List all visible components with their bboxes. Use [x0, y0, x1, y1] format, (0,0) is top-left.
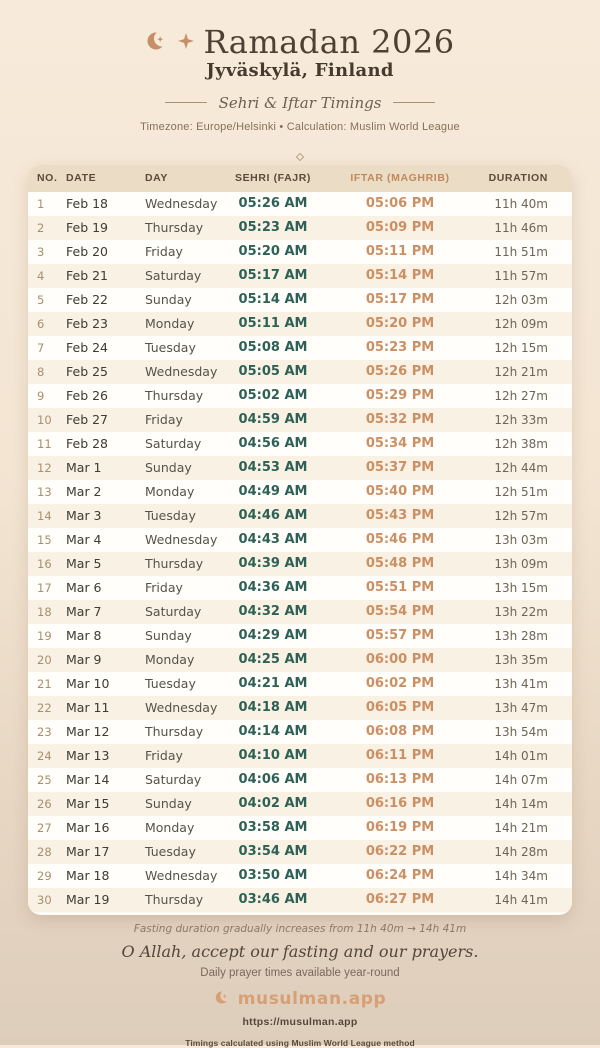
day-cell: Tuesday — [145, 340, 196, 356]
iftar-time-cell: 05:23 PM — [365, 340, 435, 356]
iftar-time-cell: 05:46 PM — [365, 532, 435, 548]
row-number-cell: 13 — [37, 484, 52, 499]
day-cell: Sunday — [145, 292, 192, 308]
table-row — [28, 240, 572, 264]
table-header-row — [28, 165, 572, 192]
row-number-cell: 7 — [37, 340, 45, 355]
timings-table-body — [28, 192, 572, 912]
date-cell: Mar 13 — [66, 748, 110, 764]
sehri-time-cell: 03:58 AM — [238, 820, 308, 836]
row-number-cell: 18 — [37, 604, 52, 619]
table-row — [28, 384, 572, 408]
table-row — [28, 792, 572, 816]
sehri-time-cell: 03:46 AM — [238, 892, 308, 908]
duration-cell: 12h 27m — [494, 388, 548, 403]
sehri-time-cell: 04:43 AM — [238, 532, 308, 548]
decor-line-right — [393, 102, 435, 103]
row-number-cell: 12 — [37, 460, 52, 475]
table-row — [28, 696, 572, 720]
date-cell: Feb 24 — [66, 340, 109, 356]
date-cell: Feb 25 — [66, 364, 109, 380]
sehri-time-cell: 04:10 AM — [238, 748, 308, 764]
day-cell: Sunday — [145, 628, 192, 644]
row-number-cell: 2 — [37, 220, 45, 235]
duration-cell: 14h 28m — [494, 844, 548, 859]
sehri-time-cell: 05:08 AM — [238, 340, 308, 356]
date-cell: Mar 10 — [66, 676, 110, 692]
sehri-time-cell: 03:54 AM — [238, 844, 308, 860]
date-cell: Feb 23 — [66, 316, 109, 332]
duration-cell: 13h 09m — [494, 556, 548, 571]
duration-cell: 12h 44m — [494, 460, 548, 475]
day-cell: Thursday — [145, 388, 204, 404]
four-pointed-star-icon — [178, 33, 194, 53]
timings-table-card — [28, 165, 572, 915]
duration-cell: 14h 07m — [494, 772, 548, 787]
iftar-time-cell: 06:16 PM — [365, 796, 435, 812]
row-number-cell: 25 — [37, 772, 52, 787]
table-row — [28, 888, 572, 912]
row-number-cell: 17 — [37, 580, 52, 595]
duration-cell: 13h 03m — [494, 532, 548, 547]
sehri-time-cell: 04:14 AM — [238, 724, 308, 740]
day-cell: Friday — [145, 748, 183, 764]
row-number-cell: 10 — [37, 412, 52, 427]
date-cell: Feb 18 — [66, 196, 109, 212]
duration-cell: 11h 46m — [494, 220, 548, 235]
calculation-method-note: Timings calculated using Muslim World League method — [185, 1037, 415, 1048]
page-footer — [0, 923, 600, 1048]
date-cell: Mar 11 — [66, 700, 110, 716]
row-number-cell: 4 — [37, 268, 45, 283]
table-row — [28, 672, 572, 696]
day-cell: Thursday — [145, 556, 204, 572]
duration-cell: 13h 47m — [494, 700, 548, 715]
duration-cell: 13h 41m — [494, 676, 548, 691]
date-cell: Mar 18 — [66, 868, 110, 884]
table-row — [28, 576, 572, 600]
row-number-cell: 19 — [37, 628, 52, 643]
duration-cell: 11h 57m — [494, 268, 548, 283]
row-number-cell: 6 — [37, 316, 45, 331]
row-number-cell: 22 — [37, 700, 52, 715]
title-row — [0, 23, 600, 61]
day-cell: Monday — [145, 484, 195, 500]
page-header — [0, 0, 600, 155]
table-row — [28, 360, 572, 384]
row-number-cell: 24 — [37, 748, 52, 763]
iftar-time-cell: 05:48 PM — [365, 556, 435, 572]
brand-row[interactable] — [0, 989, 600, 1010]
table-row — [28, 456, 572, 480]
availability-note: Daily prayer times available year-round — [200, 966, 400, 979]
duration-cell: 11h 51m — [494, 244, 548, 259]
date-cell: Mar 17 — [66, 844, 110, 860]
sehri-time-cell: 04:02 AM — [238, 796, 308, 812]
table-row — [28, 768, 572, 792]
row-number-cell: 30 — [37, 892, 52, 907]
brand-url[interactable]: https://musulman.app — [242, 1015, 358, 1028]
sehri-time-cell: 05:11 AM — [238, 316, 308, 332]
sehri-time-cell: 05:17 AM — [238, 268, 308, 284]
sehri-time-cell: 04:29 AM — [238, 628, 308, 644]
date-cell: Feb 19 — [66, 220, 109, 236]
sehri-time-cell: 05:26 AM — [238, 196, 308, 212]
column-header-duration: DURATION — [475, 165, 572, 192]
table-row — [28, 288, 572, 312]
duration-cell: 13h 15m — [494, 580, 548, 595]
table-row — [28, 552, 572, 576]
crescent-moon-icon — [145, 29, 169, 57]
table-row — [28, 864, 572, 888]
date-cell: Mar 6 — [66, 580, 102, 596]
day-cell: Saturday — [145, 772, 202, 788]
duration-cell: 11h 40m — [494, 196, 548, 211]
iftar-time-cell: 05:06 PM — [365, 196, 435, 212]
date-cell: Mar 5 — [66, 556, 102, 572]
date-cell: Feb 21 — [66, 268, 109, 284]
date-cell: Mar 14 — [66, 772, 110, 788]
table-row — [28, 504, 572, 528]
table-row — [28, 816, 572, 840]
day-cell: Thursday — [145, 892, 204, 908]
table-row — [28, 480, 572, 504]
table-row — [28, 840, 572, 864]
iftar-time-cell: 06:19 PM — [365, 820, 435, 836]
day-cell: Tuesday — [145, 844, 196, 860]
duration-cell: 14h 14m — [494, 796, 548, 811]
day-cell: Saturday — [145, 604, 202, 620]
table-row — [28, 600, 572, 624]
duration-cell: 12h 51m — [494, 484, 548, 499]
day-cell: Tuesday — [145, 508, 196, 524]
table-row — [28, 312, 572, 336]
sehri-time-cell: 05:20 AM — [238, 244, 308, 260]
date-cell: Feb 22 — [66, 292, 109, 308]
row-number-cell: 21 — [37, 676, 52, 691]
iftar-time-cell: 05:40 PM — [365, 484, 435, 500]
iftar-time-cell: 05:57 PM — [365, 628, 435, 644]
iftar-time-cell: 05:32 PM — [365, 412, 435, 428]
sehri-time-cell: 04:53 AM — [238, 460, 308, 476]
sehri-time-cell: 05:14 AM — [238, 292, 308, 308]
duration-cell: 14h 34m — [494, 868, 548, 883]
sehri-time-cell: 03:50 AM — [238, 868, 308, 884]
date-cell: Feb 20 — [66, 244, 109, 260]
iftar-time-cell: 05:20 PM — [365, 316, 435, 332]
iftar-time-cell: 06:24 PM — [365, 868, 435, 884]
iftar-time-cell: 05:37 PM — [365, 460, 435, 476]
diamond-divider — [0, 145, 600, 155]
day-cell: Monday — [145, 652, 195, 668]
iftar-time-cell: 05:51 PM — [365, 580, 435, 596]
sehri-time-cell: 05:23 AM — [238, 220, 308, 236]
day-cell: Monday — [145, 316, 195, 332]
duration-cell: 12h 09m — [494, 316, 548, 331]
table-row — [28, 744, 572, 768]
date-cell: Mar 1 — [66, 460, 102, 476]
row-number-cell: 27 — [37, 820, 52, 835]
sehri-time-cell: 04:18 AM — [238, 700, 308, 716]
decor-line-left — [165, 102, 207, 103]
date-cell: Feb 26 — [66, 388, 109, 404]
iftar-time-cell: 05:26 PM — [365, 364, 435, 380]
table-row — [28, 648, 572, 672]
row-number-cell: 20 — [37, 652, 52, 667]
day-cell: Wednesday — [145, 196, 218, 212]
day-cell: Thursday — [145, 220, 204, 236]
table-row — [28, 336, 572, 360]
day-cell: Wednesday — [145, 700, 218, 716]
table-row — [28, 216, 572, 240]
day-cell: Friday — [145, 244, 183, 260]
day-cell: Sunday — [145, 796, 192, 812]
table-row — [28, 192, 572, 216]
date-cell: Mar 12 — [66, 724, 110, 740]
duration-cell: 13h 28m — [494, 628, 548, 643]
day-cell: Saturday — [145, 268, 202, 284]
row-number-cell: 28 — [37, 844, 52, 859]
row-number-cell: 3 — [37, 244, 45, 259]
sehri-time-cell: 04:06 AM — [238, 772, 308, 788]
sehri-time-cell: 04:21 AM — [238, 676, 308, 692]
duration-cell: 13h 35m — [494, 652, 548, 667]
iftar-time-cell: 05:17 PM — [365, 292, 435, 308]
sehri-time-cell: 05:05 AM — [238, 364, 308, 380]
table-row — [28, 720, 572, 744]
sehri-time-cell: 04:39 AM — [238, 556, 308, 572]
iftar-time-cell: 06:27 PM — [365, 892, 435, 908]
sehri-time-cell: 05:02 AM — [238, 388, 308, 404]
page-title: Ramadan 2026 — [203, 23, 455, 61]
iftar-time-cell: 06:22 PM — [365, 844, 435, 860]
date-cell: Mar 19 — [66, 892, 110, 908]
date-cell: Mar 3 — [66, 508, 102, 524]
duration-cell: 12h 15m — [494, 340, 548, 355]
duration-cell: 12h 03m — [494, 292, 548, 307]
table-row — [28, 528, 572, 552]
row-number-cell: 29 — [37, 868, 52, 883]
column-header-no: NO. — [28, 165, 66, 192]
sehri-time-cell: 04:56 AM — [238, 436, 308, 452]
sehri-time-cell: 04:49 AM — [238, 484, 308, 500]
date-cell: Mar 2 — [66, 484, 102, 500]
table-row — [28, 624, 572, 648]
timezone-calculation-meta: Timezone: Europe/Helsinki • Calculation: Muslim World League — [140, 120, 460, 133]
iftar-time-cell: 05:54 PM — [365, 604, 435, 620]
duration-cell: 12h 21m — [494, 364, 548, 379]
day-cell: Tuesday — [145, 676, 196, 692]
iftar-time-cell: 06:11 PM — [365, 748, 435, 764]
sehri-time-cell: 04:59 AM — [238, 412, 308, 428]
iftar-time-cell: 05:29 PM — [365, 388, 435, 404]
row-number-cell: 11 — [37, 436, 52, 451]
day-cell: Friday — [145, 412, 183, 428]
iftar-time-cell: 06:05 PM — [365, 700, 435, 716]
fasting-duration-note: Fasting duration gradually increases from 11h 40m → 14h 41m — [133, 922, 467, 935]
day-cell: Wednesday — [145, 532, 218, 548]
date-cell: Mar 4 — [66, 532, 102, 548]
day-cell: Wednesday — [145, 364, 218, 380]
row-number-cell: 26 — [37, 796, 52, 811]
day-cell: Monday — [145, 820, 195, 836]
date-cell: Mar 7 — [66, 604, 102, 620]
duration-cell: 14h 41m — [494, 892, 548, 907]
row-number-cell: 16 — [37, 556, 52, 571]
location-subtitle: Jyväskylä, Finland — [206, 59, 394, 81]
date-cell: Mar 9 — [66, 652, 102, 668]
column-header-date: DATE — [66, 165, 145, 192]
sehri-time-cell: 04:36 AM — [238, 580, 308, 596]
table-row — [28, 264, 572, 288]
row-number-cell: 15 — [37, 532, 52, 547]
brand-link[interactable]: musulman.app — [237, 989, 387, 1010]
iftar-time-cell: 05:09 PM — [365, 220, 435, 236]
iftar-time-cell: 05:43 PM — [365, 508, 435, 524]
iftar-time-cell: 06:00 PM — [365, 652, 435, 668]
row-number-cell: 1 — [37, 196, 45, 211]
section-title-row — [0, 94, 600, 112]
section-title: Sehri & Iftar Timings — [218, 93, 382, 112]
duration-cell: 13h 22m — [494, 604, 548, 619]
timings-table — [28, 165, 572, 912]
iftar-time-cell: 06:13 PM — [365, 772, 435, 788]
column-header-day: DAY — [145, 165, 221, 192]
row-number-cell: 23 — [37, 724, 52, 739]
day-cell: Saturday — [145, 436, 202, 452]
day-cell: Sunday — [145, 460, 192, 476]
date-cell: Feb 28 — [66, 436, 109, 452]
column-header-sehri: SEHRI (FAJR) — [221, 165, 325, 192]
diamond-icon — [296, 152, 304, 160]
iftar-time-cell: 06:02 PM — [365, 676, 435, 692]
sehri-time-cell: 04:46 AM — [238, 508, 308, 524]
iftar-time-cell: 05:14 PM — [365, 268, 435, 284]
brand-crescent-icon — [214, 989, 231, 1010]
duration-cell: 12h 57m — [494, 508, 548, 523]
day-cell: Wednesday — [145, 868, 218, 884]
dua-quote: O Allah, accept our fasting and our prayers. — [121, 941, 479, 961]
table-row — [28, 432, 572, 456]
row-number-cell: 5 — [37, 292, 45, 307]
iftar-time-cell: 05:11 PM — [365, 244, 435, 260]
row-number-cell: 14 — [37, 508, 52, 523]
date-cell: Mar 16 — [66, 820, 110, 836]
iftar-time-cell: 06:08 PM — [365, 724, 435, 740]
day-cell: Friday — [145, 580, 183, 596]
table-row — [28, 408, 572, 432]
duration-cell: 14h 01m — [494, 748, 548, 763]
date-cell: Mar 15 — [66, 796, 110, 812]
sehri-time-cell: 04:25 AM — [238, 652, 308, 668]
column-header-iftar: IFTAR (MAGHRIB) — [325, 165, 475, 192]
row-number-cell: 8 — [37, 364, 45, 379]
day-cell: Thursday — [145, 724, 204, 740]
date-cell: Feb 27 — [66, 412, 109, 428]
row-number-cell: 9 — [37, 388, 45, 403]
duration-cell: 12h 33m — [494, 412, 548, 427]
duration-cell: 12h 38m — [494, 436, 548, 451]
sehri-time-cell: 04:32 AM — [238, 604, 308, 620]
duration-cell: 13h 54m — [494, 724, 548, 739]
duration-cell: 14h 21m — [494, 820, 548, 835]
date-cell: Mar 8 — [66, 628, 102, 644]
iftar-time-cell: 05:34 PM — [365, 436, 435, 452]
